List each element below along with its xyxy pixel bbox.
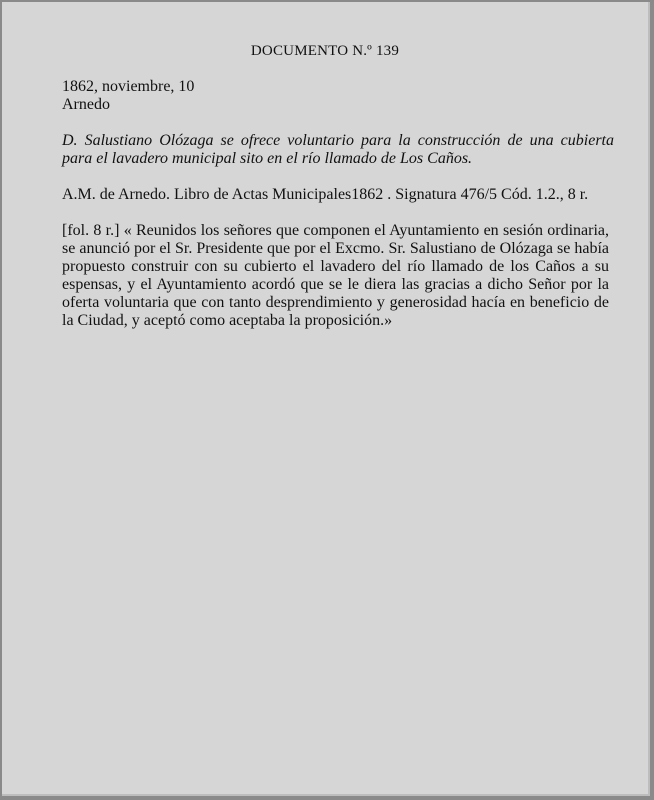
document-title: DOCUMENTO N.º 139: [250, 43, 400, 59]
document-summary: D. Salustiano Olózaga se ofrece voluntario para la construcción de una cubierta para el lavadero municipal sito en el río llamado de Los Caños.: [62, 132, 614, 167]
document-place: Arnedo: [62, 96, 110, 113]
document-date: 1862, noviembre, 10: [62, 78, 195, 95]
document-page: [2, 2, 650, 796]
archive-reference: A.M. de Arnedo. Libro de Actas Municipales1862 . Signatura 476/5 Cód. 1.2., 8 r.: [62, 186, 589, 203]
document-transcription: [fol. 8 r.] « Reunidos los señores que componen el Ayuntamiento en sesión ordinaria, se anunció por el Sr. Presidente que por el Excmo. Sr. Salustiano de Olózaga se había propuesto construir con su cubierto el lavadero del río llamado de los Caños a su espensas, y el Ayuntamiento acordó que se le diera las gracias a dicho Señor por la oferta voluntaria que con tanto desprendimiento y generosidad hacía en beneficio de la Ciudad, y aceptó como aceptaba la proposición.»: [62, 222, 609, 329]
